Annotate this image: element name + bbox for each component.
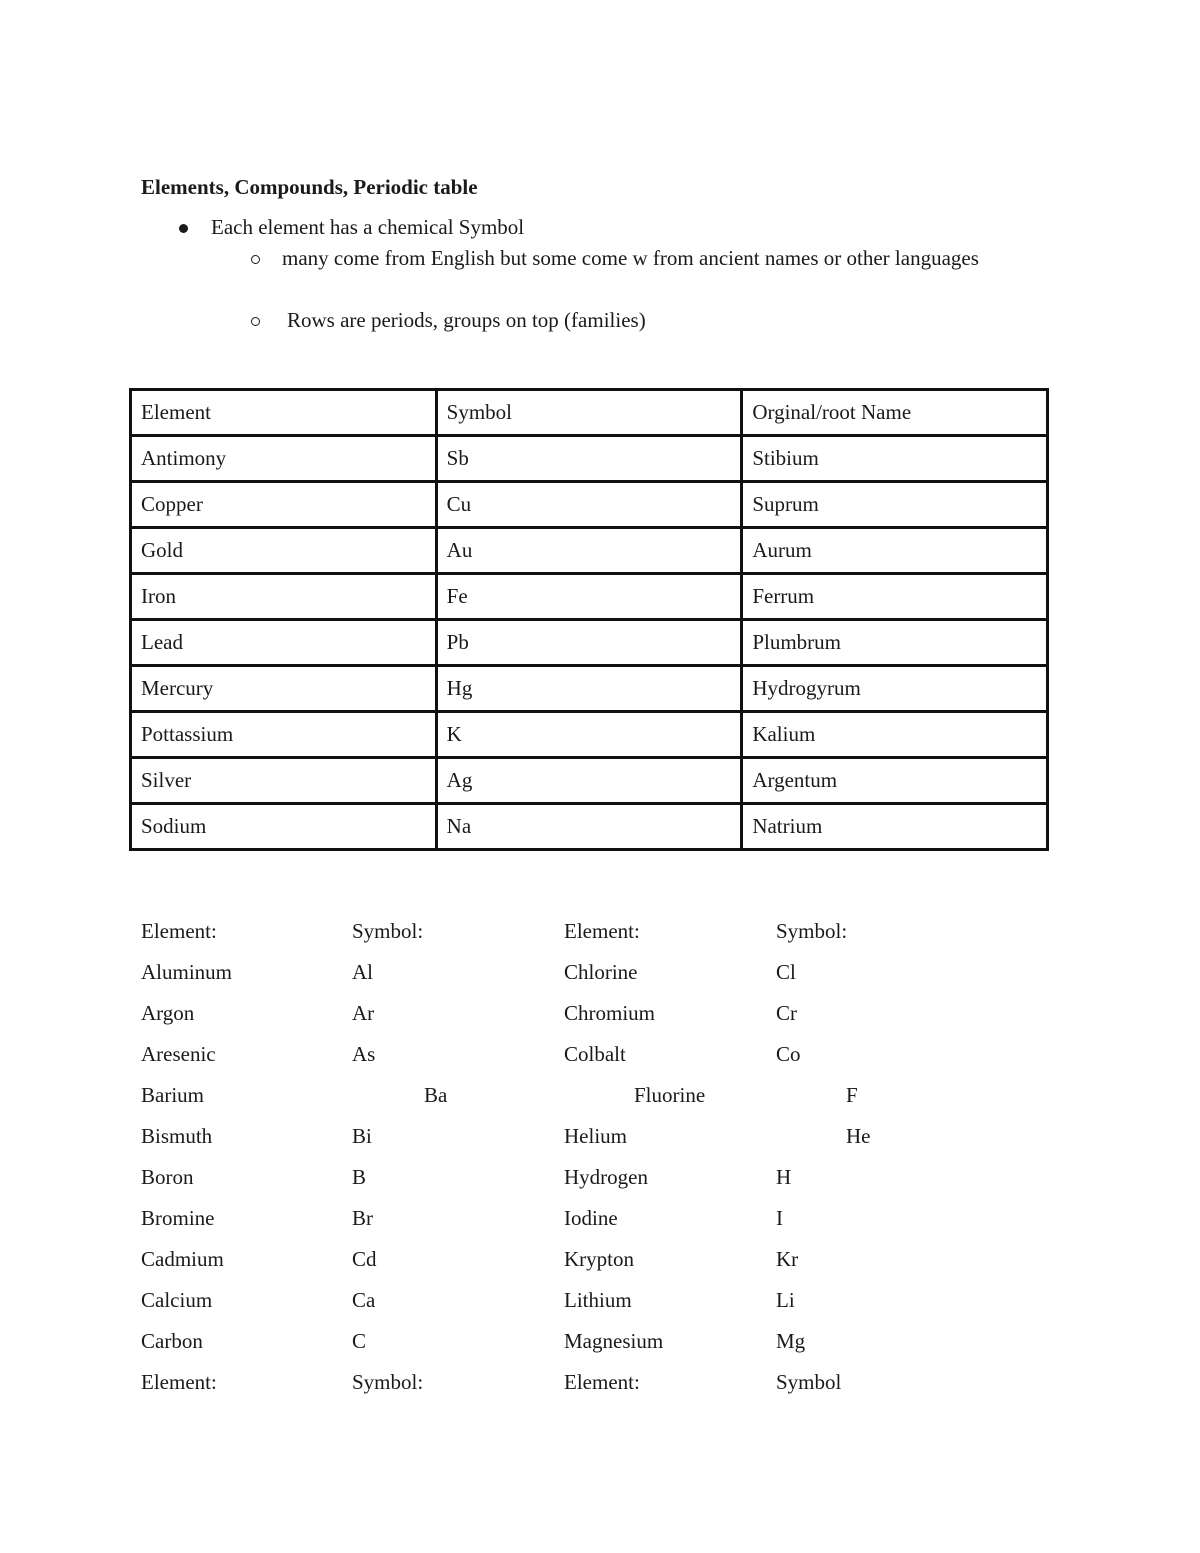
- table-cell: Orginal/root Name: [742, 390, 1048, 436]
- table-header-row: [131, 390, 1048, 436]
- table-cell: Plumbrum: [742, 620, 1048, 666]
- list-item: Bismuth: [141, 1124, 213, 1148]
- table-cell: Sodium: [131, 804, 437, 850]
- table-cell: Lead: [131, 620, 437, 666]
- list-item: Ba: [424, 1083, 448, 1107]
- table-row: [131, 574, 1048, 620]
- table-cell: Aurum: [742, 528, 1048, 574]
- list-item: As: [352, 1042, 376, 1066]
- table-cell: Na: [436, 804, 742, 850]
- table-cell: Sb: [436, 436, 742, 482]
- table-cell: Suprum: [742, 482, 1048, 528]
- list-header-cell: Symbol:: [776, 919, 848, 943]
- list-item: Cl: [776, 960, 796, 984]
- list-item: Mg: [776, 1329, 806, 1353]
- list-item: Aluminum: [141, 960, 233, 984]
- table-cell: Natrium: [742, 804, 1048, 850]
- table-cell: K: [436, 712, 742, 758]
- list-item: Krypton: [564, 1247, 634, 1271]
- list-item: Fluorine: [634, 1083, 706, 1107]
- list-item: F: [846, 1083, 858, 1107]
- list-item: Iodine: [564, 1206, 618, 1230]
- table-cell: Pottassium: [131, 712, 437, 758]
- list-item: Ca: [352, 1288, 376, 1312]
- list-item: Al: [352, 960, 373, 984]
- table-cell: Stibium: [742, 436, 1048, 482]
- table-row: [131, 482, 1048, 528]
- table-cell: Element: [131, 390, 437, 436]
- table-cell: Mercury: [131, 666, 437, 712]
- list-item: Aresenic: [141, 1042, 216, 1066]
- table-row: [131, 436, 1048, 482]
- bullet-dot-icon: [179, 224, 188, 233]
- list-item: Helium: [564, 1124, 627, 1148]
- list-header-cell: Symbol:: [352, 919, 424, 943]
- table-cell: Kalium: [742, 712, 1048, 758]
- table-cell: Copper: [131, 482, 437, 528]
- table-cell: Gold: [131, 528, 437, 574]
- list-item: Kr: [776, 1247, 799, 1271]
- list-footer-cell: Symbol:: [352, 1370, 424, 1394]
- table-cell: Ferrum: [742, 574, 1048, 620]
- list-item: Bromine: [141, 1206, 215, 1230]
- table-cell: Silver: [131, 758, 437, 804]
- table-cell: Cu: [436, 482, 742, 528]
- list-item: Argon: [141, 1001, 195, 1025]
- table-cell: Hg: [436, 666, 742, 712]
- list-item: Cadmium: [141, 1247, 224, 1271]
- bullet-text: Each element has a chemical Symbol: [211, 215, 525, 239]
- list-item: Bi: [352, 1124, 372, 1148]
- table-cell: Symbol: [436, 390, 742, 436]
- list-item: Boron: [141, 1165, 194, 1189]
- list-item: Br: [352, 1206, 373, 1230]
- sub-bullet-text: many come from English but some come w from ancient names or other languages: [282, 246, 979, 270]
- list-item: Ar: [352, 1001, 375, 1025]
- list-footer-cell: Element:: [141, 1370, 217, 1394]
- list-item: I: [776, 1206, 783, 1230]
- list-item: Lithium: [564, 1288, 632, 1312]
- list-item: Cd: [352, 1247, 377, 1271]
- table-cell: Fe: [436, 574, 742, 620]
- list-item: Chromium: [564, 1001, 656, 1025]
- sub-bullet-text: Rows are periods, groups on top (families): [287, 308, 646, 332]
- list-item: Chlorine: [564, 960, 638, 984]
- table-row: [131, 528, 1048, 574]
- list-item: Calcium: [141, 1288, 213, 1312]
- table-cell: Ag: [436, 758, 742, 804]
- list-item: Colbalt: [564, 1042, 626, 1066]
- bullet-circle-icon: [251, 317, 260, 326]
- list-item: Barium: [141, 1083, 204, 1107]
- table-cell: Iron: [131, 574, 437, 620]
- list-header-cell: Element:: [141, 919, 217, 943]
- list-item: Li: [776, 1288, 795, 1312]
- element-origin-table: [129, 388, 1049, 851]
- list-item: Hydrogen: [564, 1165, 648, 1189]
- table-row: [131, 666, 1048, 712]
- list-item: C: [352, 1329, 367, 1353]
- list-footer-cell: Symbol: [776, 1370, 842, 1394]
- table-cell: Pb: [436, 620, 742, 666]
- table-cell: Au: [436, 528, 742, 574]
- table-row: [131, 758, 1048, 804]
- list-item: Carbon: [141, 1329, 203, 1353]
- table-cell: Antimony: [131, 436, 437, 482]
- bullet-circle-icon: [251, 255, 260, 264]
- list-item: Cr: [776, 1001, 797, 1025]
- table-cell: Argentum: [742, 758, 1048, 804]
- table-row: [131, 804, 1048, 850]
- list-item: H: [776, 1165, 792, 1189]
- table-cell: Hydrogyrum: [742, 666, 1048, 712]
- list-item: Co: [776, 1042, 801, 1066]
- table-row: [131, 712, 1048, 758]
- list-item: Magnesium: [564, 1329, 664, 1353]
- page-title: Elements, Compounds, Periodic table: [141, 175, 478, 199]
- table-row: [131, 620, 1048, 666]
- list-item: He: [846, 1124, 871, 1148]
- list-header-cell: Element:: [564, 919, 640, 943]
- list-footer-cell: Element:: [564, 1370, 640, 1394]
- list-item: B: [352, 1165, 367, 1189]
